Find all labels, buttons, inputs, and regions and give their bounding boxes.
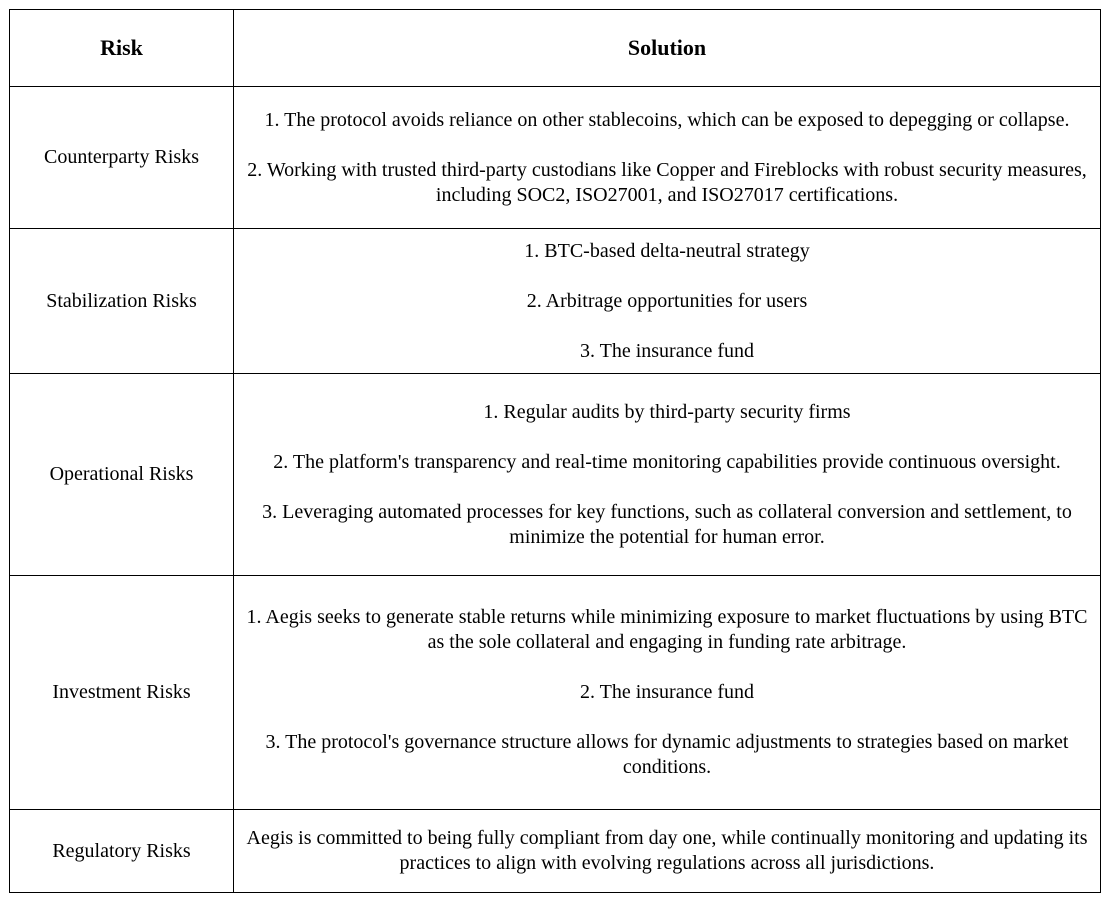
solution-item: 3. Leveraging automated processes for key functions, such as collateral conversion and settlement, to minimize the potential for human error. bbox=[262, 500, 1072, 548]
risk-cell: Regulatory Risks bbox=[10, 810, 234, 893]
risk-cell: Counterparty Risks bbox=[10, 87, 234, 229]
table-row bbox=[10, 229, 1101, 374]
table-row bbox=[10, 374, 1101, 576]
header-row bbox=[10, 10, 1101, 87]
solution-item: 2. Working with trusted third-party custodians like Copper and Fireblocks with robust security measures, including SOC2, ISO27001, and ISO27017 certifications. bbox=[247, 158, 1087, 206]
risk-solution-table bbox=[9, 9, 1101, 893]
risk-cell: Stabilization Risks bbox=[10, 229, 234, 374]
solution-item: Aegis is committed to being fully compliant from day one, while continually monitoring and updating its practices to align with evolving regulations across all jurisdictions. bbox=[246, 827, 1088, 874]
solution-item: 1. Regular audits by third-party security firms bbox=[483, 400, 851, 423]
solution-item: 2. The platform's transparency and real-time monitoring capabilities provide continuous oversight. bbox=[273, 450, 1061, 473]
solution-item: 2. The insurance fund bbox=[579, 681, 755, 703]
solution-item: 3. The insurance fund bbox=[579, 339, 755, 362]
solution-item: 1. The protocol avoids reliance on other stablecoins, which can be exposed to depegging or collapse. bbox=[264, 108, 1070, 131]
solution-cell bbox=[234, 576, 1101, 810]
solution-cell bbox=[234, 374, 1101, 576]
solution-item: 3. The protocol's governance structure allows for dynamic adjustments to strategies based on market conditions. bbox=[265, 731, 1069, 778]
table-row bbox=[10, 576, 1101, 810]
risk-cell: Investment Risks bbox=[10, 576, 234, 810]
solution-cell bbox=[234, 87, 1101, 229]
header-solution: Solution bbox=[234, 10, 1101, 87]
header-risk: Risk bbox=[10, 10, 234, 87]
solution-cell bbox=[234, 810, 1101, 893]
solution-cell bbox=[234, 229, 1101, 374]
solution-item: 1. Aegis seeks to generate stable returns while minimizing exposure to market fluctuations by using BTC as the sole collateral and engaging in funding rate arbitrage. bbox=[246, 606, 1088, 653]
solution-item: 1. BTC-based delta-neutral strategy bbox=[524, 239, 810, 262]
solution-item: 2. Arbitrage opportunities for users bbox=[526, 289, 808, 312]
table-row bbox=[10, 810, 1101, 893]
table-row bbox=[10, 87, 1101, 229]
risk-cell: Operational Risks bbox=[10, 374, 234, 576]
